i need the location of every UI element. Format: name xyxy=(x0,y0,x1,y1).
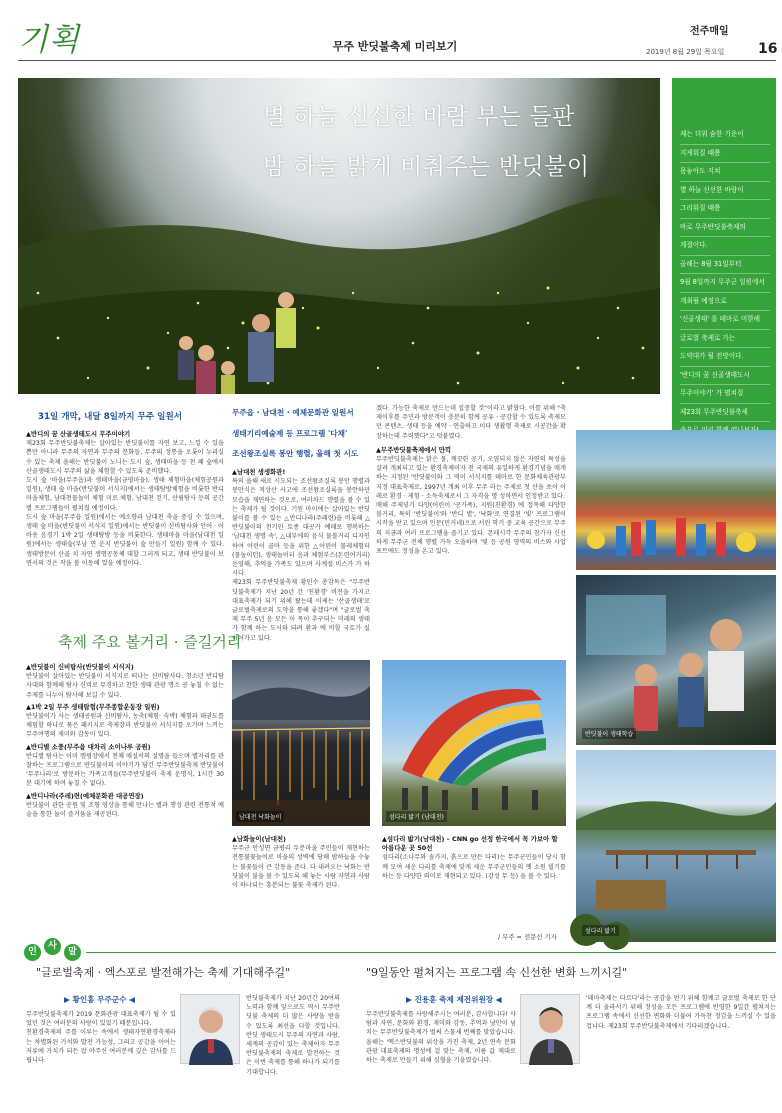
article2-sub1: ▲남대천 생생화관! xyxy=(232,468,286,476)
sidebar-quote-line: '신골생태' 를 테마로 미한해 xyxy=(680,311,770,330)
article1-sub1: ▲반디의 꿈 산골생태도시 무주이야기 xyxy=(26,430,131,438)
sidebar-quote-line: 그리워질 때쯤 xyxy=(680,200,770,219)
article2-p4: 무주반딧불축제는 맑은 물, 깨끗한 공기, 오염되지 않은 자연의 특성을 살려 개최되고 있는 환경축제이자 천 국제의 유일하게 환경기념을 매개하는 지정된 '반딧불이와 그 먹이 서식지를 테마로 한 문화체육관광부 지정 대표축제로, 1997년 개최 이후 무주 라는 주제로 첫 산을 쏘이 이레로 환경 · 제험 · 소득축제로서 그 자격을 명 성하면서 인정받고 있다. xyxy=(376,456,566,500)
sidebar-quote-line: '반디의 꿈 신골생태도시 xyxy=(680,367,770,386)
sidebar-quote-lines xyxy=(680,126,770,441)
interview2-name: ▶ 진용훈 축제 제전위원장 ◀ xyxy=(406,995,502,1004)
badge-mal: 말 xyxy=(64,944,81,961)
article2-p5: 매해 주제넣기 다양(어린이 '공가족), 지원(친환경) 에 접목해 다양한 볼거리, 특히 '반딧불이'와 '반디 별', '낙화'로 연결된 '빛' 프로그램이 시작을 받고 있으며 인문(민거네)으로 서린 학기 중 교육 공간으로 무주의 지금과 여러 프로그램을 즐기고 있다. 본래시각 무주의 참가자 신선하게 무주군 전체 행렬 가득 오을하며 '빛 등 공원 영역의 비스와 사업포트에도 정성을 온고 있다. xyxy=(376,502,566,556)
badge-in: 인 xyxy=(24,944,41,961)
photo-caption-seopdari2: 섶다리 밟기 xyxy=(582,925,619,936)
article2-p3: 겠다. 가능한 축제로 만드는데 집중할 것"이라고 밝혔다. 이를 위해 "축제이후를 주민과 방문객이 충분히 함께 공유 · 공감할 수 있도록 축제모던 콘텐츠, 생태 등을 예약 · 연출하고 이다 생활형 축제로 시공간을 확장하는데 주력했다"고 덧붙였다. xyxy=(376,405,566,440)
interview2-quote: "9일동안 펼쳐지는 프로그램 속 신선한 변화 느끼시길" xyxy=(366,966,628,979)
attraction-title: ▲남화놀이(남대천) xyxy=(232,835,286,843)
hero-title-line2: 밤 하늘 밝게 비춰주는 반딧불이 xyxy=(263,154,590,180)
river-bridge-photo xyxy=(576,750,776,942)
attraction-title: ▲반딧불이 신비탐사(반딧불이 서식지) xyxy=(26,663,134,671)
interview1-col2 xyxy=(246,994,340,1110)
attractions-col2 xyxy=(232,832,370,942)
seopdari-photo xyxy=(382,660,566,826)
header-rule xyxy=(18,60,776,61)
attraction-text: 반딧불이 살아있는 반딧불이 서식지로 떠나는 신비탐사다. 청소년 반디탐사대와 함께해 탐사 신비로 무경하고 찬한 생태 관광 명소 공 놓칠 수 없는 주제를 나누어 탐사해 보길 수 있다. xyxy=(26,673,224,699)
section-logo: 기획 xyxy=(18,22,80,58)
attraction-text: 반디별 탐사는 이미 캠핑장에서 천체 매설서의 설명을 들으며 별자리를 관찰하는 프로그램으로 반딧불이의 이야기가 담긴 무주반딧불축제 반딧불이 '무주나라'로 방문하는 가족고객들(무주반딧불이 축제 운명식, 1시간 30분 대기에 하며 놓칠 수 없다). xyxy=(26,752,224,788)
attraction-text: 무주군 안성면 금평리 두문마을 주민들이 재현하는 전통불꽃놀이로 마을의 성벽에 당해 밤하늘을 수놓는 불꽃들이 큰 감동을 준다. 다 내려오는 낙화는 반딧불이 불을 볼 수 있도록 해 놓는 사람 자연과 사람이 하나되는 흥분되는 불꽃 축제가 된다. xyxy=(232,845,370,890)
hero-firefly-photo xyxy=(18,78,660,394)
attraction-text: 섬다리(소나무와 솔가지, 흙으로 만든 다리)는 무주군민들이 당시 함께 모여 세운 다리를 축제에 맞게 세운 무주군민들의 옛 소원 빌기를 하는 등 다양한 의미로 재현되고 있다. (강성 무 등) 을 볼 수 있다. xyxy=(382,854,566,880)
article2-col1 xyxy=(232,468,370,642)
interview1-body-left xyxy=(26,1010,176,1110)
interview1-quote: "글로벌축제 · 엑스포로 발전해가는 축제 기대해주길" xyxy=(36,966,291,979)
attractions-col1 xyxy=(26,660,224,942)
article2-headline2: 생태기리예술제 등 프로그램 '다채' xyxy=(232,429,348,438)
page-center-title: 무주 반딧불축제 미리보기 xyxy=(332,40,458,53)
interview2-p3: '테마축제는 다르다'라는 공감을 얻기 위해 함께고 글로벌 축제로 한 단계 더 올라서기 위해 정성을 모든 프로그램에 반영한 9일간 펼쳐지는 프로그램 속에서 신선한 변화와 더불어 가득찬 정감을 느끼실 수 있을 겁니다. 제23회 무주반딧불축제에서 기다리겠습니다. xyxy=(586,995,776,1030)
interview-rule xyxy=(86,952,776,953)
interview1-p2: 친환경축제의 주를 이루는 속에서 생태자연환경축제라는 차별화된 가치와 발전 가능성, 그리고 공감을 이어는 저류에 가치가 되든 잡 아주신 여러분께 깊은 감사를 드립니다. xyxy=(26,1029,176,1065)
attractions-col3 xyxy=(382,832,566,928)
sidebar-quote-line: 도약대가 될 전망이다. xyxy=(680,348,770,367)
sidebar-quote-line: 글로벌 축제로 가는 xyxy=(680,330,770,349)
article1-p2: 도시 숲 '마을(무주읍)과 생태마을(금평마을), 생태 체험마을(체험공원과 일원), 생태 숲 마을(반딧불이 서식지)에서는 생태탐방체험을 비롯한 반디마을체험, 남대천물놀이 체험 미로 체험, 남대천 걷기, 산림탐사 등의 공간별 프로그램들이 펼쳐질 예정이다. xyxy=(26,477,224,512)
festival-parade-photo xyxy=(576,430,776,570)
article2-headline3: 조선왕조실록 봉안 행렬, 올해 첫 시도 xyxy=(232,449,359,458)
interview1-p3: 반딧불축제가 지난 20년간 20여의 노력과 함께 앞으로도 역시 무주반딧불 축제의 더 많은 사랑을 받을 수 있도록 최선을 다할 것입니다. 반딧 생태도시 무주의 자연과 사람, 세계의 공감이 있는 축제이자 무주반딧불축제의 축제로 발전하는 것은 이번 축제를 통해 하나가 되기를 기대합니다. xyxy=(246,995,340,1076)
sidebar-quote-line: 바로 무주반딧불축제의 xyxy=(680,219,770,238)
sidebar-quote-line: 무주이야기' 가 펼쳐질 xyxy=(680,385,770,404)
sidebar-quote-line: 9월 8일까지 무주군 일원에서 xyxy=(680,274,770,293)
attraction-title: ▲섬다리 밟기(남대천) – CNN go 선정 한국에서 꼭 가보아 할 아름다운 곳 50선 xyxy=(382,835,558,853)
article2-sub2: ▲무주반딧불축제에서 만끽 xyxy=(376,445,452,454)
sidebar-quote-line: 몸놓아도 지쳐 xyxy=(680,163,770,182)
sidebar-quote-line: 올해는 8월 31일부터 xyxy=(680,256,770,275)
interview2-p2: 올해는 '엑스반딧불의 위상을 가진 축제, 2년 연속 문화관광 대표축제의 명성에 걸 맞는 축제, 이름 값 제대로 하는 축제로 만들기 위해 심혈을 기울였습니다. xyxy=(366,1038,516,1065)
sidebar-quote-line: 제23회 무주반딧불축제 xyxy=(680,404,770,423)
attraction-title: ▲1박 2일 무주 생태탐험(무주종합운동장 일원) xyxy=(26,702,160,711)
article2-col2 xyxy=(376,404,566,628)
page-number: 16 xyxy=(758,41,778,57)
firefly-learning-photo xyxy=(576,575,776,745)
interview1-p1: 무주반딧불축제가 2019 문화관광 대표축제가 될 수 있었던 것은 여러분의 사랑이 있었기 때문입니다. xyxy=(26,1011,176,1028)
interview2-body-left xyxy=(366,1010,516,1110)
attraction-text: 반딧불이 관한 공원 및 조형 영상을 통해 만나는 별과 행성 관련 전통적 예술을 통한 놀이 즐거움을 제공된다. xyxy=(26,801,224,819)
article2-p2: 제23회 무주반딧불축제 황인수 총감독은 "무주반딧불축제가 지난 20년 간 '친환경' 비전을 가지고 대표축제가 되기 위해 왔는데 이제는 '산골생태'로 글로벌축제로의 도약을 통해 좋겠다"며 "글로벌 축제 무주 5년 음 모든 이 목이 추구되는 미래의 생태가 함께 하는 도시와 되려 환과 에 비할 국토가 실 이어가고 있다. xyxy=(232,579,370,642)
interview2-p1: 무주반딧불축제를 사랑해주시는 여러분, 감사합니다! 사람과 자연, 문화와 환경, 재미와 감동, 추억과 낭만이 넘치는 무주반딧불축제가 벌써 스물세 번째를 맞았습니다. xyxy=(366,1011,516,1037)
article2-headline1: 무주읍 · 남대천 · 예체문화관 일원서 xyxy=(232,408,354,417)
attraction-title: ▲반디나라(주레)련(예체문화관 대공연장) xyxy=(26,791,144,800)
sidebar-quote-line: 별 하늘 신선한 바람이 xyxy=(680,182,770,201)
sidebar-quote-line: 개최될 예정으로 xyxy=(680,293,770,312)
sidebar-quote-line: 지게워질 때쯤 xyxy=(680,145,770,164)
hero-title-line1: 별 하늘 신선한 바람 부는 들판 xyxy=(263,104,575,130)
attraction-text: 반딧불이가 사는 생태공원과 신비탐사, 농축(체험· 숙박) 체험과 태권도를 체험할 하나로 묶은 패키지로 축제장과 반딧불이 서식지를 오가며 느끼는 무주여행의 재미와 감동이 있다. xyxy=(26,713,224,739)
interview1-name: ▶ 황인홍 무주군수 ◀ xyxy=(64,995,135,1004)
article1-body xyxy=(26,430,224,628)
attraction-title: ▲반디별 소풍(무주읍 대차리 소이나루 공원) xyxy=(26,742,151,751)
sidebar-quote-line: 제는 더위 숨한 기운이 xyxy=(680,126,770,145)
article1-headline: 31일 개막, 내달 8일까지 무주 일원서 xyxy=(38,412,183,422)
photo-caption-seopdari: 섬다리 밟기 (남대천) xyxy=(386,811,447,822)
issue-date: 2019년 8월 29일 목요일 xyxy=(646,48,725,56)
sidebar-quote-line: 계절이다. xyxy=(680,237,770,256)
byline: / 무주 = 전문선 기자 xyxy=(498,933,557,941)
nakhwa-photo xyxy=(232,660,370,826)
paper-name: 전주매일 xyxy=(690,26,729,37)
section2-title: 축제 주요 볼거리 · 즐길거리 xyxy=(58,633,242,651)
photo-caption-nakhwa: 남대천 낙화놀이 xyxy=(236,811,284,822)
article1-p3: 도시 숲 마을(무주읍 일원)에서는 예소향과 남대천 축을 중심 수 있으며, 생태 숲 마을(반딧불이 서식지 일원)에서는 반딧불이 신비탐사와 인어 · 어바웃 음경기 1박 2일 생태탐방 등을 비롯한다. 생태마을 마을(남대천 일원)에서는 생태숲(부남 면 운지 반딧불이 숲 만들기 일원) 함께 수 있다. 생태방문이 산골 치 자연 생명공동체 대할 그러게 되고, 생태 반딧불이 보면서의 것은 작을 볼 이동해 있을 예정이다. xyxy=(26,513,224,567)
article1-p1: 제23회 무주반딧불축제는 살아있는 반딧불이를 자연 보고, 느낄 수 있을 뿐만 아니라 무주의 자연과 무주의 문화들, 무주의 정통을 오롯이 누리실 수 있는 축제 올해는 반딧불이 노니는 도시 숲, 생태마을 등 천 혜 숲에서 산골생태도시 무주의 삶을 체험할 수 있도록 준비했다. xyxy=(26,440,224,475)
badge-sa: 사 xyxy=(44,938,61,955)
sidebar-quote-box xyxy=(672,78,776,430)
photo-caption-learning: 반딧불이 생태학습 xyxy=(582,728,636,739)
article2-p1: 특히 올해 새로 시도되는 조선왕조실록 봉안 행렬과 봉안식은 적상산 사고에 조선왕조실록을 봉안하던 모습을 재연하는 것으로, 여러차드 행렬을 볼 수 있는 축제가 될 것이다. 기원 마이에는 살아있는 반딧불이를 볼 수 있는 △반디나라(주레련)을 비롯해 △반딧불이의 천기인 토종 대공가 예매로 행복하는 '남대천 생명 속', △내부에의 음식 물볼거리 디자인하여 어린이 골마 등을 위한 △어린이 물레체험터(물놀이턴), 생태놀이터 음과 체험부스(돈련어거리) 운영해, 추억을 가족도 있으며 사계절 비스가 가 하시다. xyxy=(232,478,370,578)
interview2-col2 xyxy=(586,994,776,1110)
interview1-body-right xyxy=(180,1068,242,1110)
interview2-portrait xyxy=(520,994,580,1064)
interview1-portrait xyxy=(180,994,240,1064)
